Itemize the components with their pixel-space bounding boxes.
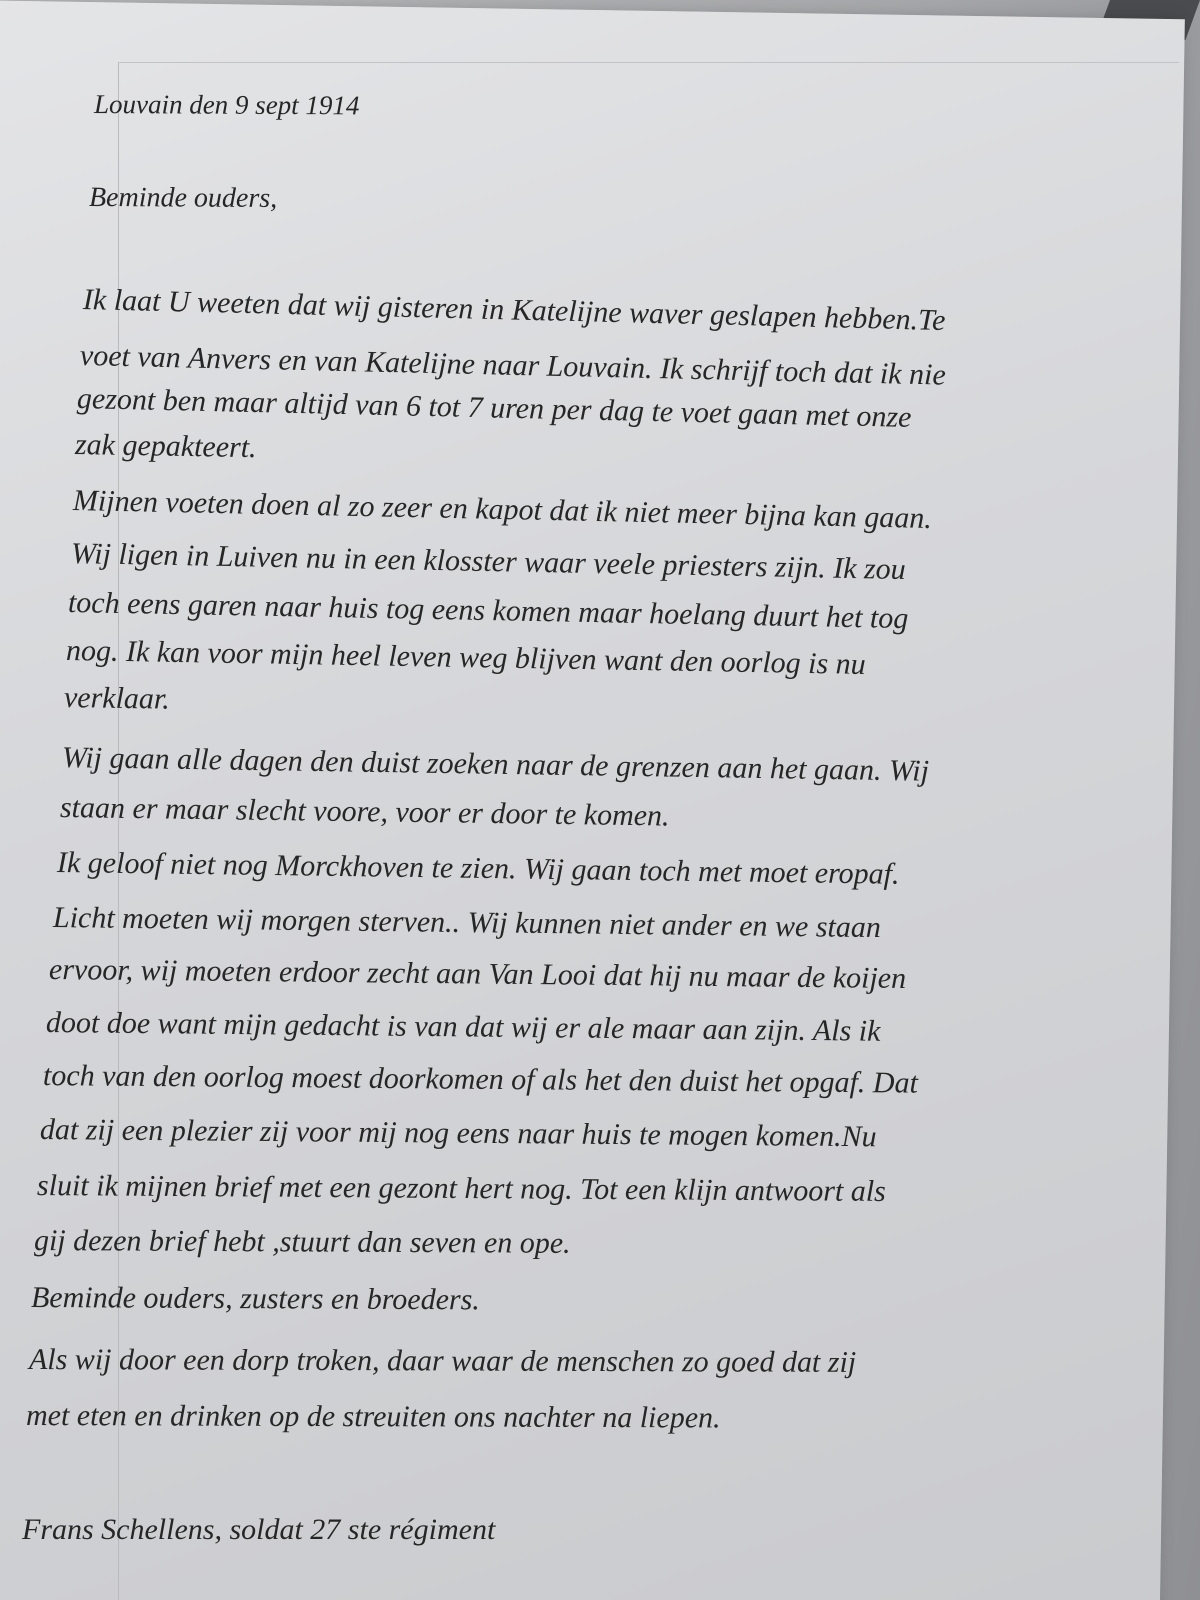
- letter-date: Louvain den 9 sept 1914: [93, 89, 360, 121]
- letter-line: toch van den oorlog moest doorkomen of als het den duist het opgaf. Dat: [42, 1059, 919, 1100]
- letter-line: dat zij een plezier zij voor mij nog eens naar huis te mogen komen.Nu: [39, 1113, 877, 1154]
- letter-line: verklaar.: [63, 681, 171, 716]
- letter-line: Wij ligen in Luiven nu in een klosster waar veele priesters zijn. Ik zou: [70, 537, 907, 587]
- letter-line: Beminde ouders, zusters en broeders.: [30, 1281, 480, 1317]
- letter-line: ervoor, wij moeten erdoor zecht aan Van Looi dat hij nu maar de koijen: [48, 953, 907, 995]
- letter-greeting: Beminde ouders,: [88, 182, 278, 214]
- letter-line: toch eens garen naar huis tog eens komen maar hoelang duurt het tog: [67, 586, 909, 636]
- letter-line: doot doe want mijn gedacht is van dat wij er ale maar aan zijn. Als ik: [45, 1006, 881, 1048]
- letter-line: sluit ik mijnen brief met een gezont hert nog. Tot een klijn antwoort als: [36, 1169, 886, 1208]
- letter-line: Wij gaan alle dagen den duist zoeken naar de grenzen aan het gaan. Wij: [61, 741, 930, 788]
- letter-line: Mijnen voeten doen al zo zeer en kapot dat ik niet meer bijna kan gaan.: [72, 484, 933, 535]
- letter-line: gezont ben maar altijd van 6 tot 7 uren per dag te voet gaan met onze: [76, 382, 912, 434]
- letter-line: Ik laat U weeten dat wij gisteren in Katelijne waver geslapen hebben.Te: [82, 283, 946, 338]
- letter-line: staan er maar slecht voore, voor er door te komen.: [59, 791, 670, 833]
- letter-line: zak gepakteert.: [74, 428, 257, 465]
- letter-line: Ik geloof niet nog Morckhoven te zien. Wij gaan toch met moet eropaf.: [56, 846, 900, 891]
- letter-line: Als wij door een dorp troken, daar waar de menschen zo goed dat zij: [28, 1343, 857, 1379]
- letter-signature: Frans Schellens, soldat 27 ste régiment: [22, 1513, 496, 1546]
- letter-line: gij dezen brief hebt ,stuurt dan seven en ope.: [33, 1224, 571, 1260]
- letter-line: voet van Anvers en van Katelijne naar Louvain. Ik schrijf toch dat ik nie: [79, 339, 947, 392]
- letter-line: Licht moeten wij morgen sterven.. Wij kunnen niet ander en we staan: [52, 901, 882, 945]
- letter-line: met eten en drinken op de streuiten ons nachter na liepen.: [25, 1399, 721, 1435]
- letter-line: nog. Ik kan voor mijn heel leven weg blijven want den oorlog is nu: [65, 634, 867, 681]
